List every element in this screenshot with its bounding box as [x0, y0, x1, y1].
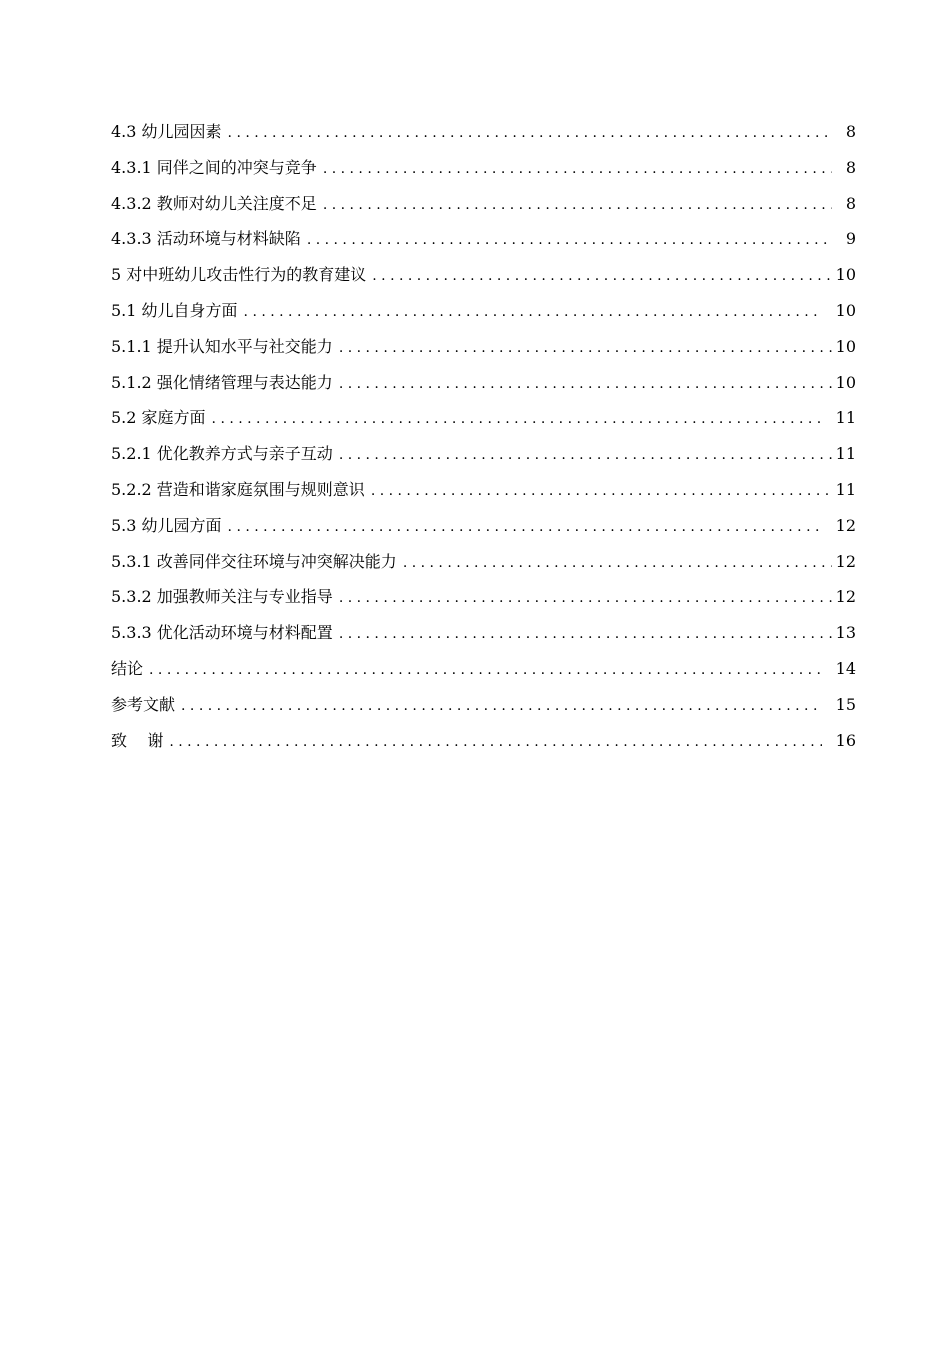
toc-entry-page: 15 — [835, 694, 856, 714]
toc-entry[interactable] — [111, 651, 856, 687]
toc-leader-dots — [323, 188, 832, 224]
toc-leader-dots — [372, 259, 831, 295]
toc-entry-page: 12 — [835, 551, 856, 571]
toc-entry[interactable] — [111, 257, 856, 293]
toc-leader-dots — [307, 223, 832, 259]
toc-entry-page: 10 — [835, 265, 856, 285]
toc-entry-page: 11 — [835, 408, 856, 428]
toc-entry[interactable] — [111, 472, 856, 508]
toc-entry-label: 5.1 幼儿自身方面 — [111, 300, 238, 320]
toc-entry-page: 8 — [845, 193, 856, 213]
toc-leader-dots — [169, 725, 821, 761]
toc-entry-page: 14 — [835, 658, 856, 678]
toc-entry-label: 5.3.2 加强教师关注与专业指导 — [111, 587, 333, 607]
toc-entry-page: 11 — [835, 444, 856, 464]
toc-leader-dots — [339, 367, 832, 403]
table-of-contents — [111, 114, 856, 758]
toc-entry[interactable] — [111, 579, 856, 615]
toc-entry-label: 5.2 家庭方面 — [111, 408, 206, 428]
toc-entry[interactable] — [111, 400, 856, 436]
toc-entry[interactable] — [111, 365, 856, 401]
toc-entry[interactable] — [111, 508, 856, 544]
toc-entry-page: 12 — [835, 587, 856, 607]
toc-entry-label: 5.3.1 改善同伴交往环境与冲突解决能力 — [111, 551, 397, 571]
toc-entry-label: 致 谢 — [111, 730, 164, 750]
toc-leader-dots — [339, 581, 832, 617]
toc-entry[interactable] — [111, 150, 856, 186]
toc-entry-label: 4.3.2 教师对幼儿关注度不足 — [111, 193, 317, 213]
toc-entry-label: 4.3.1 同伴之间的冲突与竞争 — [111, 157, 317, 177]
toc-entry-label: 4.3.3 活动环境与材料缺陷 — [111, 229, 301, 249]
toc-leader-dots — [339, 617, 832, 653]
toc-entry[interactable] — [111, 186, 856, 222]
toc-entry[interactable] — [111, 615, 856, 651]
toc-entry-page: 8 — [845, 122, 856, 141]
toc-entry[interactable] — [111, 687, 856, 723]
toc-entry-page: 13 — [835, 623, 856, 643]
toc-entry-label: 5 对中班幼儿攻击性行为的教育建议 — [111, 265, 367, 285]
toc-entry-label: 参考文献 — [111, 694, 176, 714]
toc-leader-dots — [339, 438, 832, 474]
toc-entry-label: 5.3.3 优化活动环境与材料配置 — [111, 623, 333, 643]
toc-entry[interactable] — [111, 544, 856, 580]
toc-entry-page: 8 — [845, 157, 856, 177]
toc-entry-label: 5.1.1 提升认知水平与社交能力 — [111, 336, 333, 356]
toc-leader-dots — [371, 474, 832, 510]
toc-entry-page: 9 — [845, 229, 856, 249]
toc-entry[interactable] — [111, 221, 856, 257]
toc-leader-dots — [181, 689, 822, 725]
toc-leader-dots — [228, 116, 832, 152]
toc-entry[interactable] — [111, 329, 856, 365]
toc-entry[interactable] — [111, 293, 856, 329]
toc-leader-dots — [212, 402, 822, 438]
toc-leader-dots — [149, 653, 822, 689]
toc-leader-dots — [403, 546, 832, 582]
toc-entry[interactable] — [111, 723, 856, 759]
toc-entry[interactable] — [111, 114, 856, 150]
toc-leader-dots — [228, 510, 822, 546]
toc-entry-label: 5.1.2 强化情绪管理与表达能力 — [111, 372, 333, 392]
toc-entry-label: 5.3 幼儿园方面 — [111, 515, 222, 535]
toc-entry[interactable] — [111, 436, 856, 472]
toc-entry-page: 16 — [835, 730, 856, 750]
toc-entry-page: 10 — [835, 336, 856, 356]
toc-leader-dots — [244, 295, 822, 331]
toc-entry-page: 10 — [835, 372, 856, 392]
toc-entry-label: 结论 — [111, 658, 144, 678]
toc-entry-label: 4.3 幼儿园因素 — [111, 122, 222, 141]
toc-entry-page: 10 — [835, 300, 856, 320]
toc-leader-dots — [339, 331, 832, 367]
toc-entry-page: 12 — [835, 515, 856, 535]
toc-entry-page: 11 — [835, 479, 856, 499]
toc-leader-dots — [323, 152, 832, 188]
toc-entry-label: 5.2.2 营造和谐家庭氛围与规则意识 — [111, 479, 365, 499]
toc-entry-label: 5.2.1 优化教养方式与亲子互动 — [111, 444, 333, 464]
